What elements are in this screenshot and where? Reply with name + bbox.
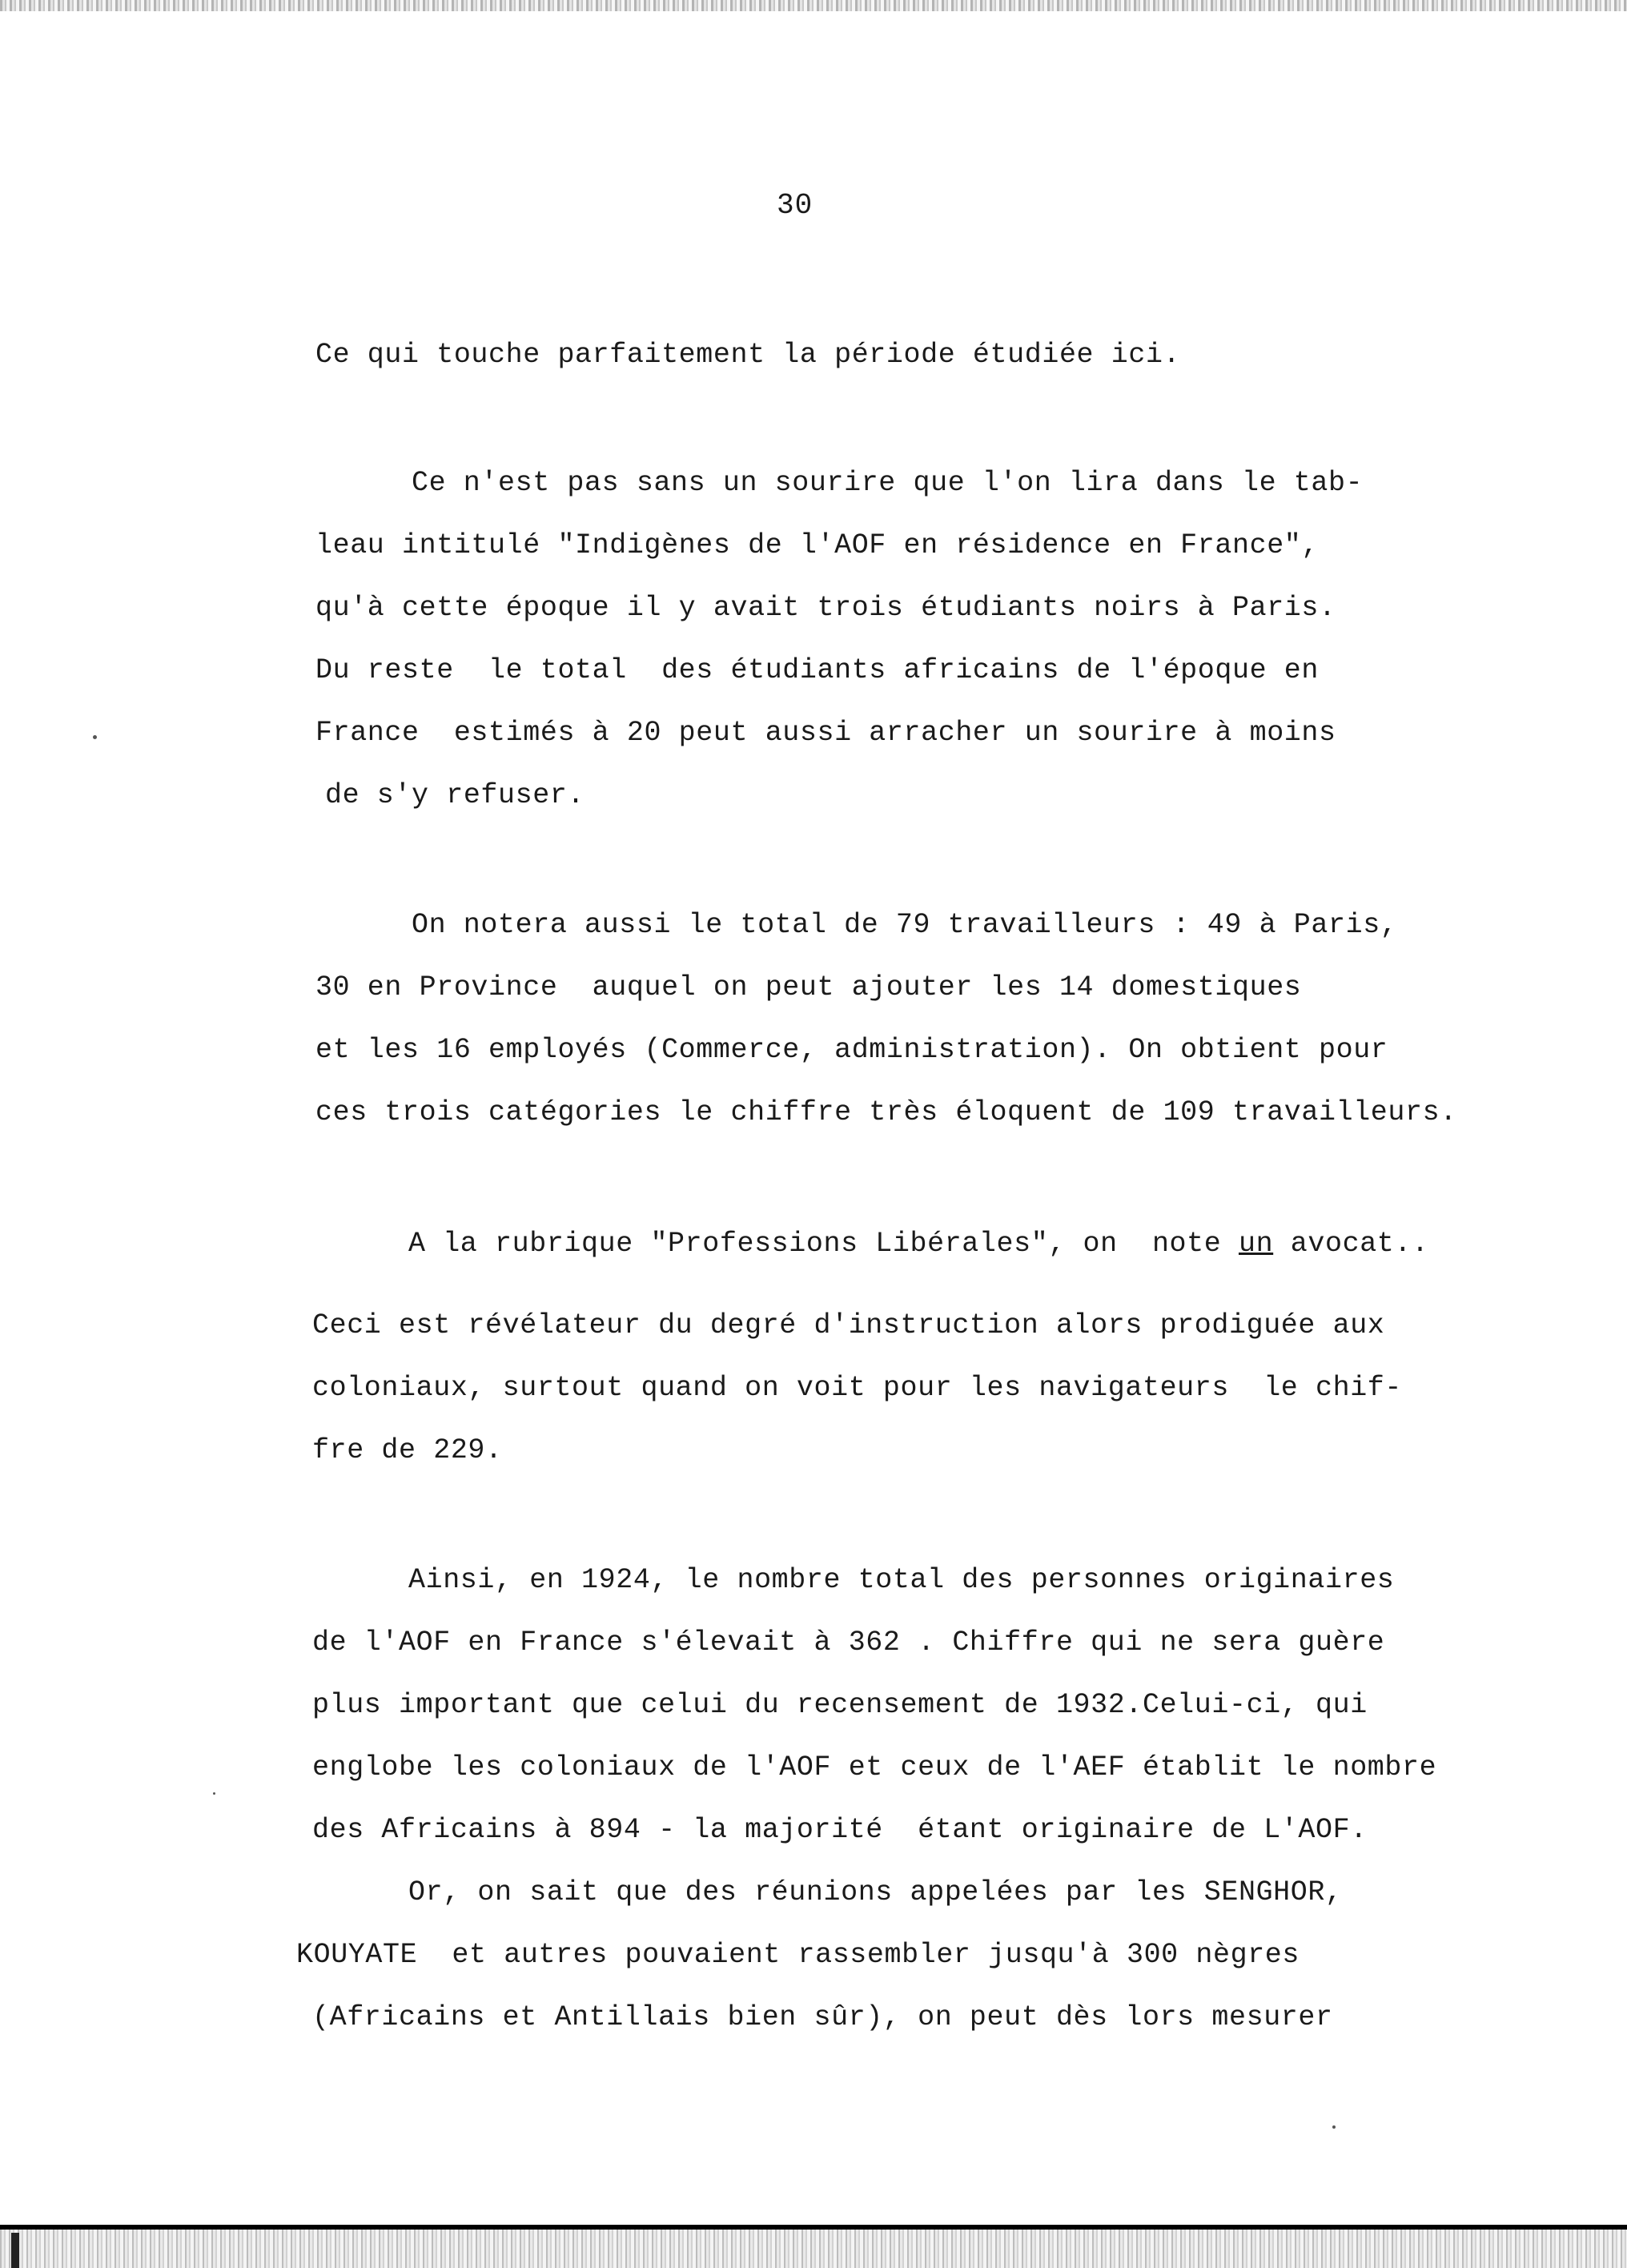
text-line-20: des Africains à 894 - la majorité étant originaire de L'AOF. — [312, 1814, 1368, 1846]
scan-speck — [213, 1792, 215, 1795]
text-line-3: leau intitulé "Indigènes de l'AOF en résidence en France", — [315, 529, 1319, 561]
text-line-10: et les 16 employés (Commerce, administration). On obtient pour — [315, 1034, 1388, 1066]
text-line-12-start: A la rubrique "Professions Libérales", on note — [408, 1228, 1239, 1260]
text-line-4: qu'à cette époque il y avait trois étudiants noirs à Paris. — [315, 592, 1336, 624]
scan-top-edge — [0, 0, 1627, 11]
text-line-17: de l'AOF en France s'élevait à 362 . Chiffre qui ne sera guère — [312, 1627, 1385, 1659]
scan-speck — [1332, 2125, 1336, 2129]
text-line-6: France estimés à 20 peut aussi arracher un sourire à moins — [315, 717, 1336, 749]
text-line-12-end: avocat.. — [1273, 1228, 1429, 1260]
page-number: 30 — [777, 189, 814, 222]
text-line-23: (Africains et Antillais bien sûr), on peut dès lors mesurer — [312, 2001, 1333, 2033]
text-line-18: plus important que celui du recensement de 1932.Celui-ci, qui — [312, 1689, 1368, 1721]
text-line-5: Du reste le total des étudiants africains de l'époque en — [315, 654, 1319, 686]
text-line-14: coloniaux, surtout quand on voit pour les navigateurs le chif- — [312, 1372, 1403, 1404]
scan-bottom-edge — [0, 2225, 1627, 2268]
scan-speck — [93, 735, 97, 739]
text-line-16: Ainsi, en 1924, le nombre total des personnes originaires — [408, 1564, 1395, 1596]
scan-edge-mark — [11, 2233, 19, 2268]
text-line-7: de s'y refuser. — [325, 779, 585, 811]
text-line-19: englobe les coloniaux de l'AOF et ceux de l'AEF établit le nombre — [312, 1751, 1437, 1783]
text-line-12 — [408, 1224, 1429, 1264]
text-line-15: fre de 229. — [312, 1434, 503, 1466]
text-line-8: On notera aussi le total de 79 travailleurs : 49 à Paris, — [412, 909, 1398, 941]
underlined-word: un — [1238, 1228, 1274, 1260]
text-line-11: ces trois catégories le chiffre très éloquent de 109 travailleurs. — [315, 1096, 1457, 1128]
text-line-21: Or, on sait que des réunions appelées par les SENGHOR, — [408, 1876, 1343, 1908]
text-line-13: Ceci est révélateur du degré d'instruction alors prodiguée aux — [312, 1309, 1385, 1341]
text-line-2: Ce n'est pas sans un sourire que l'on lira dans le tab- — [412, 467, 1364, 499]
text-line-1: Ce qui touche parfaitement la période étudiée ici. — [315, 339, 1181, 371]
text-line-9: 30 en Province auquel on peut ajouter les 14 domestiques — [315, 971, 1302, 1003]
text-line-22: KOUYATE et autres pouvaient rassembler jusqu'à 300 nègres — [296, 1939, 1300, 1971]
